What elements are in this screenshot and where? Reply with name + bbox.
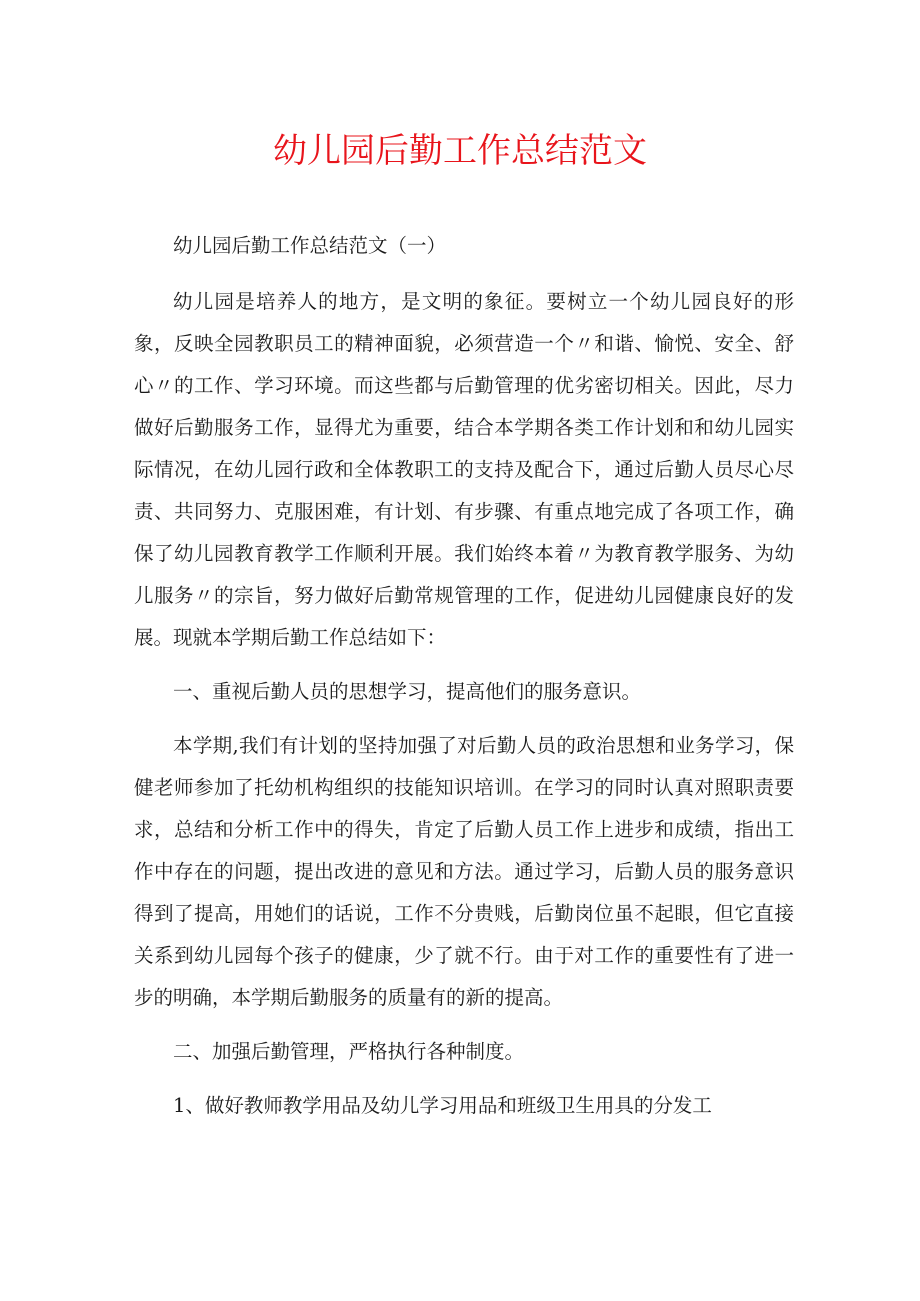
spacer: [134, 267, 794, 281]
paragraph-section-1: 本学期,我们有计划的坚持加强了对后勤人员的政治思想和业务学习，保健老师参加了托幼机构组织的技能知识培训。在学习的同时认真对照职责要求，总结和分析工作中的得失，肯定了后勤人员工作上进步和成绩，指出工作中存在的问题，提出改进的意见和方法。通过学习，后勤人员的服务意识得到了提高，用她们的话说，工作不分贵贱，后勤岗位虽不起眼，但它直接关系到幼儿园每个孩子的健康，少了就不行。由于对工作的重要性有了进一步的明确，本学期后勤服务的质量有的新的提高。: [134, 734, 794, 1009]
spacer: [134, 1073, 794, 1085]
document-title: 幼儿园后勤工作总结范文: [273, 131, 647, 171]
spacer: [134, 659, 794, 671]
document-subtitle: 幼儿园后勤工作总结范文（一）: [173, 234, 447, 257]
section-heading-1: 一、重视后勤人员的思想学习，提高他们的服务意识。: [173, 680, 642, 703]
list-item-1: 1、做好教师教学用品及幼儿学习用品和班级卫生用具的分发工: [173, 1094, 712, 1117]
document-body: [134, 225, 794, 1127]
paragraph-intro: 幼儿园是培养人的地方，是文明的象征。要树立一个幼儿园良好的形象，反映全园教职员工的精神面貌，必须营造一个〃和谐、愉悦、安全、舒心〃的工作、学习环境。而这些都与后勤管理的优劣密切相关。因此，尽力做好后勤服务工作，显得尤为重要，结合本学期各类工作计划和和幼儿园实际情况，在幼儿园行政和全体教职工的支持及配合下，通过后勤人员尽心尽责、共同努力、克服困难，有计划、有步骤、有重点地完成了各项工作，确保了幼儿园教育教学工作顺利开展。我们始终本着〃为教育教学服务、为幼儿服务〃的宗旨，努力做好后勤常规管理的工作，促进幼儿园健康良好的发展。现就本学期后勤工作总结如下：: [134, 290, 794, 649]
spacer: [134, 1019, 794, 1031]
section-heading-2: 二、加强后勤管理，严格执行各种制度。: [173, 1040, 525, 1063]
spacer: [134, 713, 794, 725]
